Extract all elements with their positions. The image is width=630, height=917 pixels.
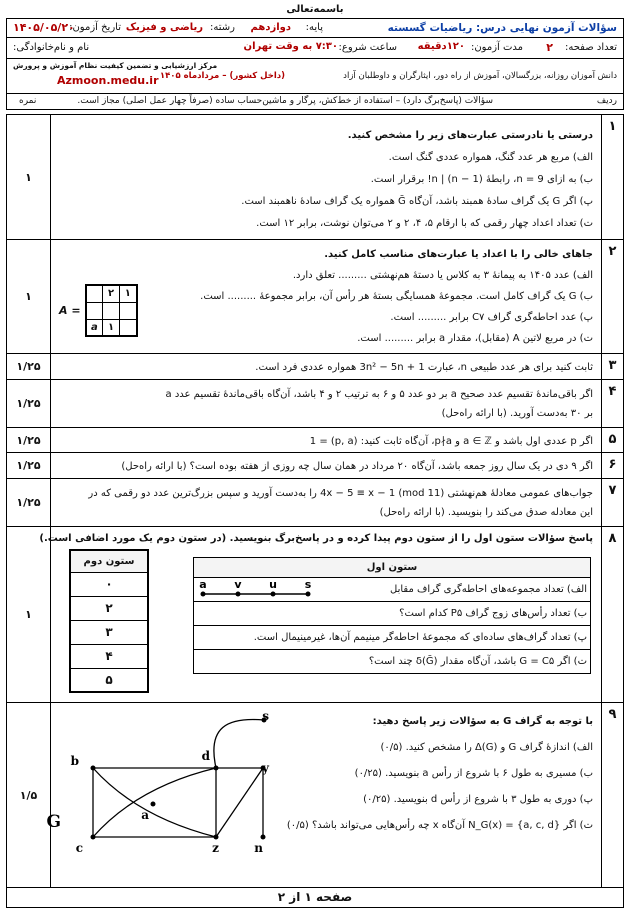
column-2-item: ۰ (70, 572, 148, 596)
col-score-label: نمره (19, 96, 37, 106)
vertex-label: a (199, 578, 207, 591)
matching-column-2 (69, 549, 149, 693)
column-1-item: ب) تعداد رأس‌های زوج گراف P۵ کدام است؟ (194, 602, 591, 626)
column-1-item: ت) اگر G = C۵ باشد، آن‌گاه مقدار δ(Ḡ) چند است؟ (194, 650, 591, 674)
question-8 (7, 527, 623, 703)
column-2-item: ۲ (70, 596, 148, 620)
column-1-title: ستون اول (194, 558, 591, 578)
date-value: ۱۴۰۵/۰۵/۲۰ (13, 21, 75, 34)
vertex-label: v (234, 578, 242, 591)
column-2-title: ستون دوم (70, 550, 148, 572)
website: Azmoon.medu.ir (57, 74, 159, 87)
question-line: بر ۳۰ به‌دست آورید. (با ارائه راه‌حل) (441, 408, 593, 419)
latin-square-table (85, 284, 138, 337)
question-number: ۵ (601, 428, 623, 452)
name-label: نام و نام‌خانوادگی: (13, 42, 90, 53)
pages-value: ۲ (546, 41, 553, 54)
question-title: پاسخ سؤالات ستون اول را از ستون دوم پیدا کرده و در پاسخ‌برگ بنویسید. (در ستون دوم یک مورد اضافی است.) (39, 533, 593, 544)
question-score: ۱ (7, 240, 51, 353)
question-6 (7, 453, 623, 479)
column-2-item: ۵ (70, 668, 148, 692)
question-title: جاهای خالی را با اعداد یا عبارت‌های مناسب کامل کنید. (324, 249, 593, 260)
audience-extra: (داخل کشور) – مرداد‌ماه ۱۴۰۵ (159, 71, 285, 81)
question-number: ۲ (601, 240, 623, 353)
question-1 (7, 115, 623, 240)
question-line: ب) به ازای n = 9، رابطهٔ n | (n − 1)! برقرار است. (370, 174, 593, 185)
start-label: ساعت شروع: (338, 42, 397, 53)
latin-cell: a (86, 319, 103, 336)
col-row-label: ردیف (596, 96, 617, 106)
exam-page (6, 4, 624, 912)
column-1-item-text: الف) تعداد مجموعه‌های احاطه‌گری گراف مقابل (390, 584, 587, 595)
grade-label: پایه: (305, 22, 323, 33)
question-line: الف) اندازهٔ گراف G و Δ(G) را مشخص کنید. (۰/۵) (380, 742, 593, 753)
column-1-item (194, 578, 591, 602)
question-5 (7, 428, 623, 453)
latin-cell: ۱ (120, 285, 137, 302)
vertex-label: c (75, 841, 83, 855)
latin-cell (120, 319, 137, 336)
vertex-label: s (304, 578, 312, 591)
question-line: الف) عدد ۱۴۰۵ به پیمانهٔ ۳ به کلاس یا دستهٔ هم‌نهشتی ......... تعلق دارد. (292, 270, 593, 281)
question-line: این معادله صدق می‌کند را بنویسید. (با ارائه راه‌حل) (379, 507, 593, 518)
question-score: ۱/۲۵ (7, 479, 51, 526)
question-number: ۶ (601, 453, 623, 478)
latin-cell (120, 302, 137, 319)
col-questions-label: سؤالات (پاسخ‌برگ دارد) – استفاده از خط‌کش، پرگار و ماشین‌حساب ساده (صرفاً چهار عمل اصلی) مجاز است. (77, 96, 493, 106)
graph-name: G (46, 812, 61, 832)
exam-header (6, 18, 624, 110)
start-value: ۷:۳۰ به وقت تهران (243, 41, 338, 52)
latin-square-label: A = (59, 304, 81, 317)
vertex-label: d (201, 749, 210, 763)
question-line: پ) اگر G یک گراف سادهٔ همبند باشد، آن‌گاه Ḡ همواره یک گراف سادهٔ ناهمبند است. (241, 196, 593, 207)
audience-text: دانش آموزان روزانه، بزرگسالان، آموزش از راه دور، ایثارگران و داوطلبان آزاد (343, 71, 617, 81)
question-line: جواب‌های عمومی معادلهٔ هم‌نهشتی 4x − 5 ≡ x − 1 (mod 11) را به‌دست آورید و سپس بزرگ‌ترین عدد دو رقمی که در (88, 488, 593, 499)
question-title: درستی یا نادرستی عبارت‌های زیر را مشخص کنید. (347, 130, 593, 141)
path-graph-figure (198, 578, 328, 602)
question-line: ت) تعداد اعداد چهار رقمی که با ارقام ۵، ۴، ۲ و ۲ می‌توان نوشت، برابر ۱۲ است. (256, 218, 593, 229)
field-value: ریاضی و فیزیک (125, 22, 203, 33)
question-number: ۸ (601, 527, 623, 702)
questions-area (6, 114, 624, 908)
date-label: تاریخ آزمون: (69, 22, 121, 33)
question-line: پ) عدد احاطه‌گری گراف C۷ برابر ......... است. (390, 312, 593, 323)
vertex-label: z (212, 841, 219, 855)
question-number: ۹ (601, 703, 623, 888)
question-score: ۱/۲۵ (7, 354, 51, 379)
pages-label: تعداد صفحه: (564, 42, 617, 53)
vertex-label: y (262, 761, 269, 775)
latin-cell: ۲ (103, 285, 120, 302)
column-1-item: پ) تعداد گراف‌های ساده‌ای که مجموعهٔ احاطه‌گر مینیمم آن‌ها، غیرمینیمال است. (194, 626, 591, 650)
column-2-item: ۴ (70, 644, 148, 668)
question-line: اگر p عددی اول باشد و a ∈ ℤ و p∤a، آن‌گاه ثابت کنید: (p, a) = 1 (309, 436, 593, 447)
question-line: ثابت کنید برای هر عدد طبیعی n، عبارت 3n² − 5n + 1 همواره عددی فرد است. (255, 362, 593, 373)
question-score: ۱/۲۵ (7, 380, 51, 427)
question-score: ۱ (7, 115, 51, 239)
question-2 (7, 240, 623, 354)
field-label: رشته: (210, 22, 235, 33)
question-score: ۱/۵ (7, 703, 51, 888)
question-number: ۳ (601, 354, 623, 379)
question-4 (7, 380, 623, 428)
page-footer: صفحه ۱ از ۲ (7, 887, 623, 907)
question-number: ۱ (601, 115, 623, 239)
vertex-label: a (141, 808, 149, 822)
question-line: ب) G یک گراف کامل است. مجموعهٔ همسایگی بستهٔ هر رأس آن، برابر مجموعهٔ ......... است. (200, 291, 593, 302)
grade-value: دوازدهم (250, 22, 291, 33)
question-line: ت) در مربع لاتین A (مقابل)، مقدار a برابر ......... است. (357, 333, 593, 344)
duration-label: مدت آزمون: (470, 42, 523, 53)
latin-cell: ۱ (103, 319, 120, 336)
question-line: پ) دوری به طول ۳ با شروع از رأس d بنویسید. (۰/۲۵) (363, 794, 593, 805)
question-number: ۴ (601, 380, 623, 427)
header-row-4 (7, 94, 623, 110)
vertex-label: u (269, 578, 277, 591)
latin-square (59, 284, 138, 337)
question-line: اگر ۹ دی در یک سال روز جمعه باشد، آن‌گاه ۲۰ مرداد در همان سال چه روزی از هفته بوده است؟ (با ارائه راه‌حل) (121, 461, 593, 472)
question-9 (7, 703, 623, 888)
graph-g-figure (46, 707, 297, 885)
header-row-3 (7, 59, 623, 94)
question-title: با توجه به گراف G به سؤالات زیر پاسخ دهید: (372, 716, 593, 727)
question-score: ۱/۲۵ (7, 428, 51, 452)
latin-cell (103, 302, 120, 319)
exam-title: سؤالات آزمون نهایی درس: ریاضیات گسسته (387, 22, 617, 34)
duration-value: ۱۲۰دقیقه (417, 41, 465, 52)
question-line: الف) مربع هر عدد گنگ، همواره عددی گنگ است. (388, 152, 593, 163)
header-row-2 (7, 38, 623, 59)
question-line: ب) مسیری به طول ۶ با شروع از رأس a بنویسید. (۰/۲۵) (354, 768, 593, 779)
basmala: باسمه‌تعالی (286, 4, 344, 15)
vertex-label: n (254, 841, 263, 855)
question-score: ۱/۲۵ (7, 453, 51, 478)
center-name: مرکز ارزشیابی و تضمین کیفیت نظام آموزش و پرورش (13, 61, 218, 70)
latin-cell (86, 302, 103, 319)
latin-cell (86, 285, 103, 302)
question-3 (7, 354, 623, 380)
question-line: ت) اگر N_G(x) = {a, c, d} آن‌گاه x چه رأس‌هایی می‌تواند باشد؟ (۰/۵) (286, 820, 593, 831)
vertex-label: b (70, 754, 79, 768)
vertex-label: s (262, 709, 269, 723)
column-2-item: ۳ (70, 620, 148, 644)
header-row-1 (7, 19, 623, 38)
question-score: ۱ (7, 527, 51, 702)
question-number: ۷ (601, 479, 623, 526)
question-line: اگر باقی‌ماندهٔ تقسیم عدد صحیح a بر دو عدد ۵ و ۶ به ترتیب ۲ و ۴ باشد، آن‌گاه باقی‌ماندهٔ تقسیم عدد a (165, 389, 593, 400)
matching-column-1 (193, 557, 591, 674)
question-7 (7, 479, 623, 527)
